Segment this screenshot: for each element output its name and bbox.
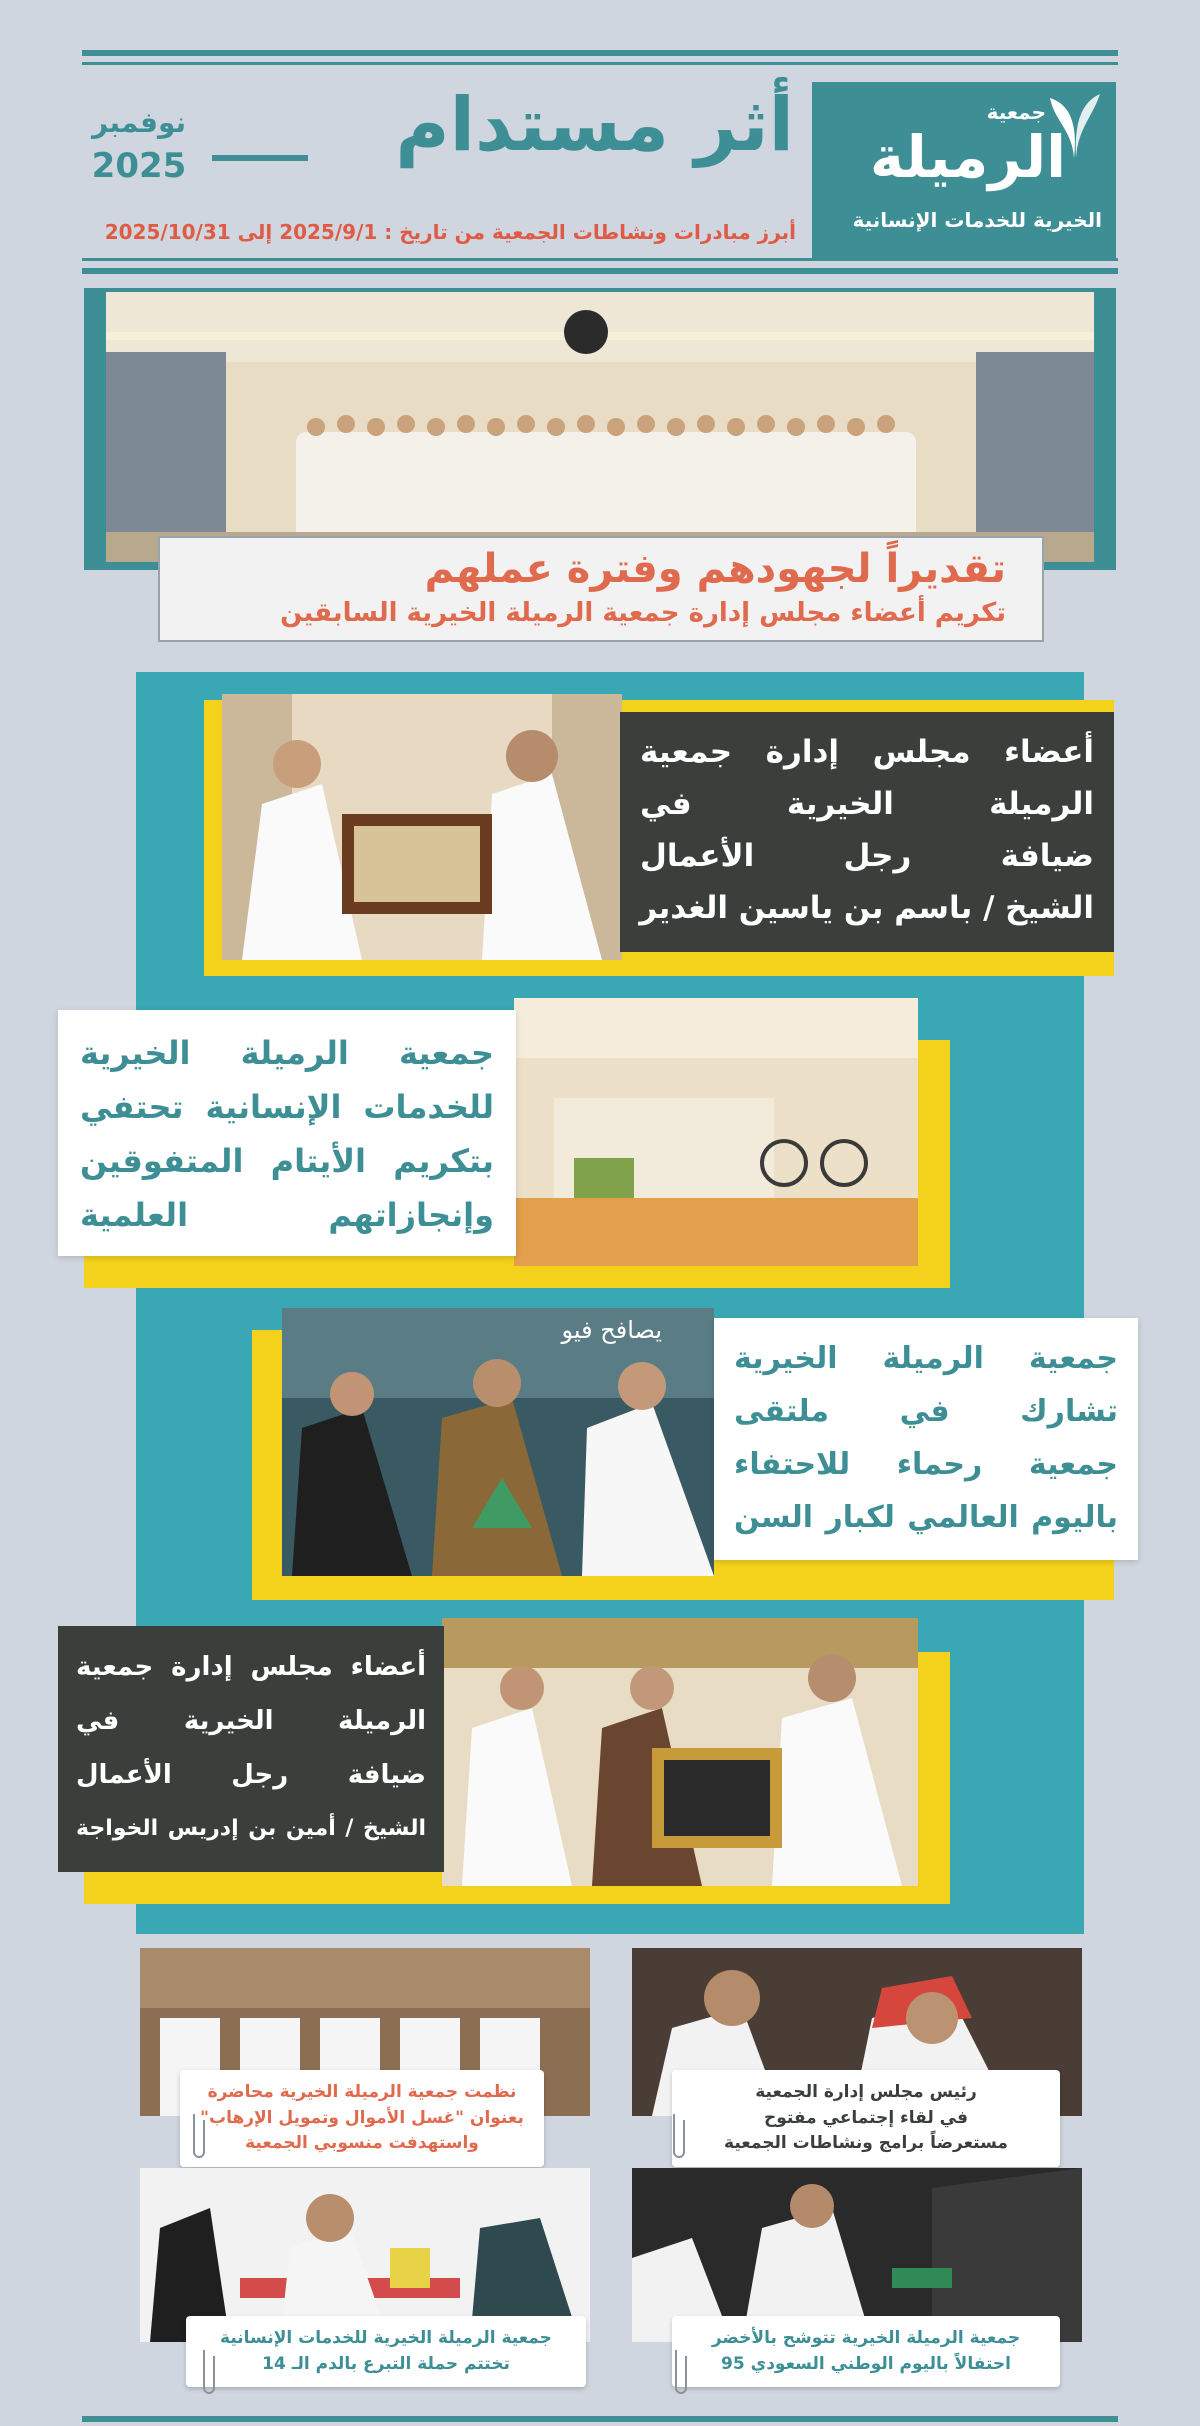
national-day-caption	[672, 2316, 1060, 2387]
card-3-line-2: تشارك في ملتقى	[734, 1394, 1118, 1429]
meeting-line-2: في لقاء إجتماعي مفتوح	[764, 2107, 968, 2128]
card-1-line-4: الشيخ / باسم بن ياسين الغدير	[639, 890, 1094, 926]
card-2-line-1: جمعية الرميلة الخيرية	[80, 1034, 494, 1072]
organization-logo	[812, 82, 1116, 260]
lecture-line-3: واستهدفت منسوبي الجمعية	[245, 2133, 479, 2153]
banner-subheadline: تكريم أعضاء مجلس إدارة جمعية الرميلة الخيرية السابقين	[280, 598, 1006, 628]
lecture-line-2: بعنوان "غسل الأموال وتمويل الإرهاب"	[200, 2107, 524, 2128]
paperclip-icon	[670, 2110, 688, 2162]
paperclip-icon	[200, 2346, 218, 2398]
card-2-photo	[514, 998, 918, 1266]
card-2-caption	[58, 1010, 516, 1256]
header-bottom-rule-2	[82, 268, 1118, 274]
card-4-line-3: ضيافة رجل الأعمال	[76, 1760, 426, 1790]
lecture-caption	[180, 2070, 544, 2167]
lecture-line-1: نظمت جمعية الرميلة الخيرية محاضرة	[207, 2082, 517, 2102]
card-3-photo	[282, 1308, 714, 1576]
banner-headline: تقديراً لجهودهم وفترة عملهم	[424, 546, 1006, 592]
title-dash	[212, 155, 308, 161]
national-day-line-2: احتفالاً باليوم الوطني السعودي 95	[721, 2353, 1011, 2374]
footer-rule	[82, 2416, 1118, 2422]
issue-month: نوفمبر	[91, 106, 187, 139]
meeting-caption	[672, 2070, 1060, 2167]
card-4-line-1: أعضاء مجلس إدارة جمعية	[76, 1652, 426, 1682]
logo-subtitle: الخيرية للخدمات الإنسانية	[852, 208, 1102, 232]
card-4-line-4: الشيخ / أمين بن إدريس الخواجة	[76, 1816, 426, 1841]
card-1-line-1: أعضاء مجلس إدارة جمعية	[640, 734, 1094, 770]
issue-year: 2025	[91, 146, 187, 186]
card-3-line-3: جمعية رحماء للاحتفاء	[734, 1447, 1118, 1482]
card-1-caption	[620, 712, 1114, 952]
meeting-line-1: رئيس مجلس إدارة الجمعية	[755, 2082, 977, 2102]
logo-main-text: الرميلة	[869, 123, 1066, 191]
card-3-line-1: جمعية الرميلة الخيرية	[734, 1341, 1118, 1376]
card-4-photo	[442, 1618, 918, 1886]
card-2-line-3: بتكريم الأيتام المتفوقين	[80, 1142, 494, 1180]
date-range: أبرز مبادرات ونشاطات الجمعية من تاريخ : 2025/9/1 إلى 2025/10/31	[104, 220, 796, 244]
card-4-line-2: الرميلة الخيرية في	[76, 1706, 426, 1736]
card-2-line-4: وإنجازاتهم العلمية	[80, 1196, 494, 1234]
header-top-rule-2	[82, 62, 1118, 65]
card-1-photo	[222, 694, 622, 960]
header-top-rule-1	[82, 50, 1118, 56]
national-day-line-1: جمعية الرميلة الخيرية تتوشح بالأخضر	[711, 2328, 1021, 2348]
blood-drive-line-1: جمعية الرميلة الخيرية للخدمات الإنسانية	[220, 2328, 552, 2348]
card-2-line-2: للخدمات الإنسانية تحتفي	[80, 1088, 494, 1126]
page-title: أثر مستدام	[395, 82, 794, 168]
paperclip-icon	[672, 2346, 690, 2398]
event-screen-text: يصافح فيو	[561, 1316, 662, 1344]
group-photo	[106, 292, 1094, 562]
blood-drive-caption	[186, 2316, 586, 2387]
blood-drive-line-2: تختتم حملة التبرع بالدم الـ 14	[262, 2353, 510, 2374]
meeting-line-3: مستعرضاً برامج ونشاطات الجمعية	[724, 2133, 1008, 2153]
card-4-caption	[58, 1626, 444, 1872]
header-bottom-rule-1	[82, 258, 1118, 261]
card-3-caption	[714, 1318, 1138, 1560]
paperclip-icon	[190, 2110, 208, 2162]
card-3-line-4: باليوم العالمي لكبار السن	[734, 1500, 1118, 1535]
logo-top-text: جمعية	[986, 100, 1046, 124]
card-1-line-2: الرميلة الخيرية في	[640, 786, 1094, 822]
honoring-banner	[158, 536, 1044, 642]
card-1-line-3: ضيافة رجل الأعمال	[640, 838, 1094, 874]
